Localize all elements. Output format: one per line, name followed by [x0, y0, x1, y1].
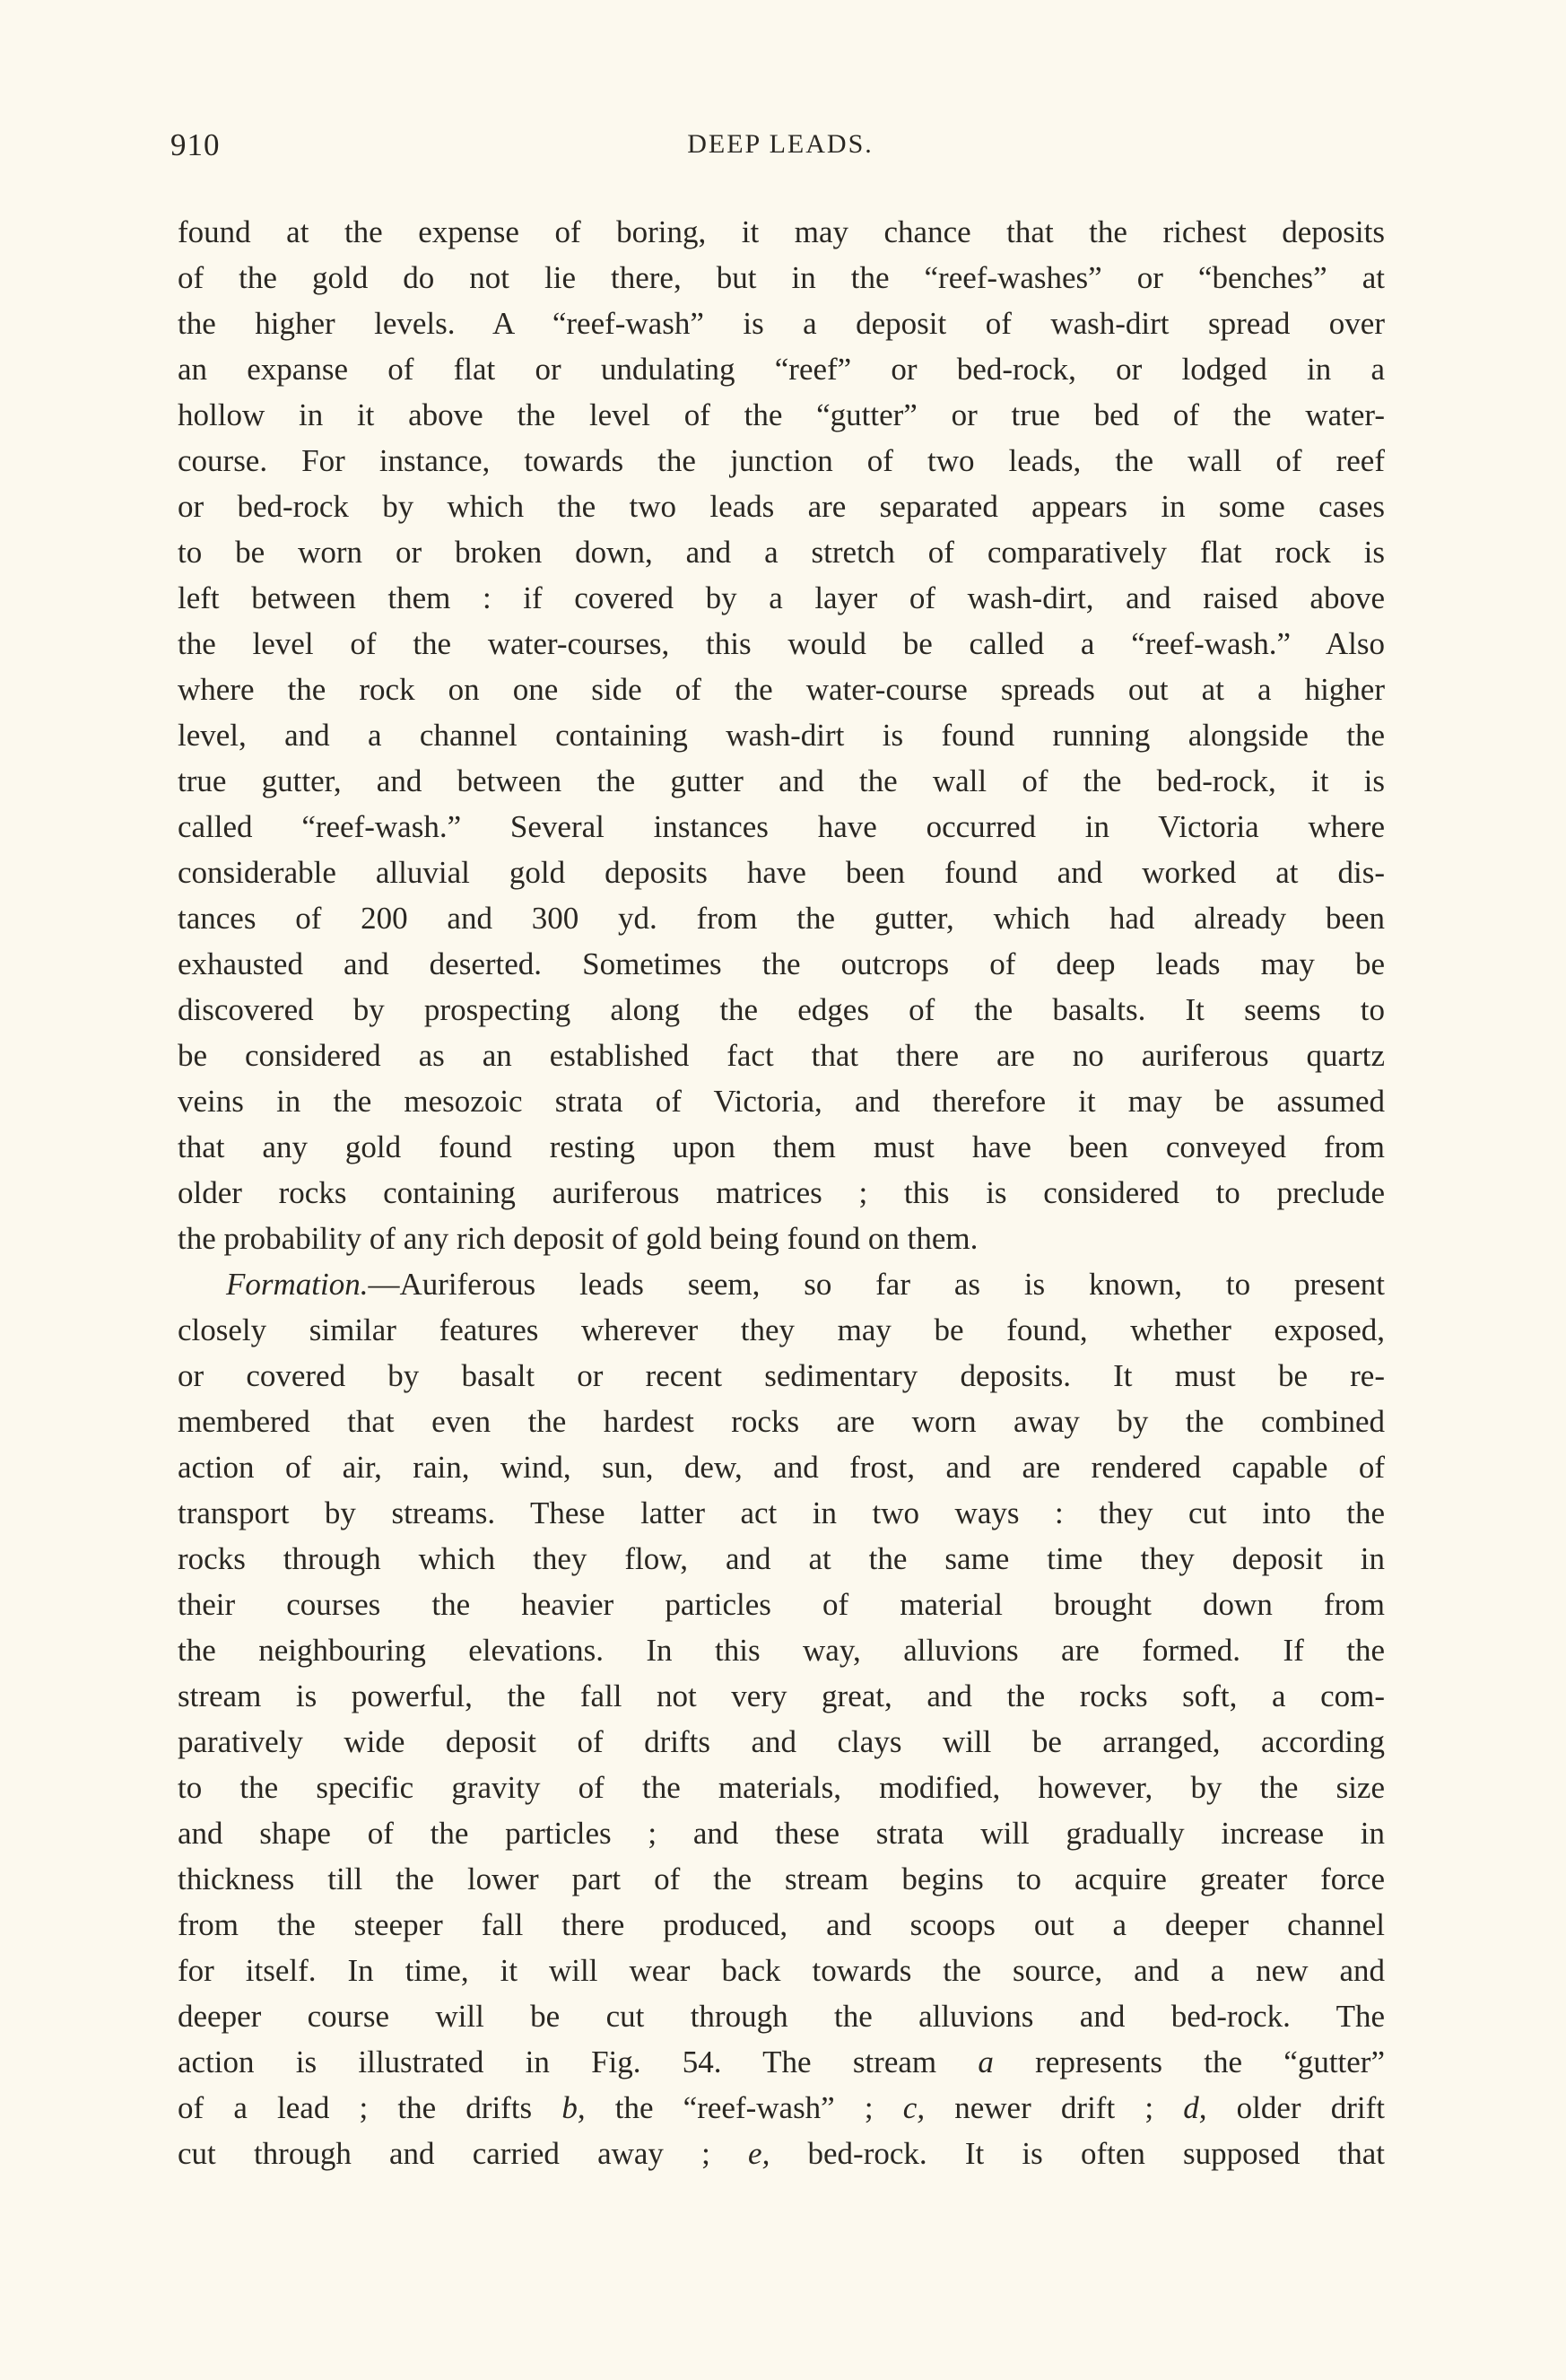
- text-line: closely similar features wherever they may be found, whether exposed,: [178, 1312, 1385, 1347]
- text-line: discovered by prospecting along the edges of the basalts. It seems to: [178, 992, 1385, 1027]
- text-line: thickness till the lower part of the stream begins to acquire greater force: [178, 1861, 1385, 1896]
- fig-line-text-a: action is illustrated in Fig. 54. The stream: [178, 2044, 979, 2079]
- text-line: an expanse of flat or undulating “reef” or bed-rock, or lodged in a: [178, 352, 1385, 387]
- running-head: [170, 127, 1390, 172]
- text-line: level, and a channel containing wash-dirt is found running alongside the: [178, 718, 1385, 753]
- label-c: c,: [902, 2090, 926, 2125]
- text-line: deeper course will be cut through the alluvions and bed-rock. The: [178, 1999, 1385, 2034]
- running-title: DEEP LEADS.: [687, 129, 874, 159]
- text-line: from the steeper fall there produced, and scoops out a deeper channel: [178, 1907, 1385, 1942]
- drifts-line-text-b: the “reef-wash” ;: [585, 2090, 903, 2125]
- text-line: veins in the mesozoic strata of Victoria, and therefore it may be assumed: [178, 1084, 1385, 1119]
- paragraph-last-line: the probability of any rich deposit of gold being found on them.: [178, 1221, 979, 1256]
- text-line: called “reef-wash.” Several instances have occurred in Victoria where: [178, 809, 1385, 844]
- text-line: considerable alluvial gold deposits have been found and worked at dis-: [178, 855, 1385, 890]
- formation-heading: Formation.: [226, 1267, 369, 1302]
- label-e: e,: [748, 2136, 770, 2171]
- body-text: [178, 209, 1385, 2176]
- text-line: and shape of the particles ; and these strata will gradually increase in: [178, 1816, 1385, 1851]
- formation-paragraph-start: [178, 1261, 1385, 1307]
- label-d: d,: [1183, 2090, 1207, 2125]
- fig-line-text-b: represents the “gutter”: [993, 2044, 1385, 2079]
- text-line: tances of 200 and 300 yd. from the gutter, which had already been: [178, 901, 1385, 936]
- text-line: be considered as an established fact that there are no auriferous quartz: [178, 1038, 1385, 1073]
- text-line: hollow in it above the level of the “gutter” or true bed of the water-: [178, 397, 1385, 432]
- fig-reference-line: [178, 2039, 1385, 2085]
- text-line: transport by streams. These latter act in two ways : they cut into the: [178, 1495, 1385, 1530]
- label-b: b,: [561, 2090, 586, 2125]
- drifts-line: [178, 2085, 1385, 2131]
- formation-first-line-text: —Auriferous leads seem, so far as is known, to present: [368, 1267, 1385, 1302]
- text-line: course. For instance, towards the junction of two leads, the wall of reef: [178, 443, 1385, 478]
- text-line: their courses the heavier particles of material brought down from: [178, 1587, 1385, 1622]
- text-line: for itself. In time, it will wear back towards the source, and a new and: [178, 1953, 1385, 1988]
- page-number: 910: [170, 127, 221, 162]
- text-line: exhausted and deserted. Sometimes the outcrops of deep leads may be: [178, 946, 1385, 981]
- text-line: where the rock on one side of the water-course spreads out at a higher: [178, 672, 1385, 707]
- text-line: membered that even the hardest rocks are worn away by the combined: [178, 1404, 1385, 1439]
- bedrock-line-text-b: bed-rock. It is often supposed that: [770, 2136, 1385, 2171]
- text-line: to the specific gravity of the materials, modified, however, by the size: [178, 1770, 1385, 1805]
- text-line: older rocks containing auriferous matrices ; this is considered to preclude: [178, 1175, 1385, 1210]
- text-line: the neighbouring elevations. In this way, alluvions are formed. If the: [178, 1633, 1385, 1668]
- text-line: of the gold do not lie there, but in the “reef-washes” or “benches” at: [178, 260, 1385, 295]
- text-line: left between them : if covered by a layer of wash-dirt, and raised above: [178, 580, 1385, 615]
- bedrock-line-text-a: cut through and carried away ;: [178, 2136, 749, 2171]
- bedrock-line: [178, 2131, 1385, 2176]
- text-line: that any gold found resting upon them must have been conveyed from: [178, 1129, 1385, 1164]
- text-line: rocks through which they flow, and at the same time they deposit in: [178, 1541, 1385, 1576]
- label-a: a: [978, 2044, 994, 2079]
- drifts-line-text-d: older drift: [1206, 2090, 1385, 2125]
- drifts-line-text-c: newer drift ;: [925, 2090, 1184, 2125]
- drifts-line-text-a: of a lead ; the drifts: [178, 2090, 562, 2125]
- text-line: stream is powerful, the fall not very great, and the rocks soft, a com-: [178, 1678, 1385, 1713]
- text-line: the level of the water-courses, this would be called a “reef-wash.” Also: [178, 626, 1385, 661]
- text-line: to be worn or broken down, and a stretch of comparatively flat rock is: [178, 535, 1385, 570]
- text-line: action of air, rain, wind, sun, dew, and frost, and are rendered capable of: [178, 1450, 1385, 1485]
- text-line: true gutter, and between the gutter and the wall of the bed-rock, it is: [178, 763, 1385, 798]
- text-line: found at the expense of boring, it may chance that the richest deposits: [178, 214, 1385, 249]
- text-line: or bed-rock by which the two leads are separated appears in some cases: [178, 489, 1385, 524]
- text-line: the higher levels. A “reef-wash” is a deposit of wash-dirt spread over: [178, 306, 1385, 341]
- text-line: or covered by basalt or recent sedimentary deposits. It must be re-: [178, 1358, 1385, 1393]
- text-line: paratively wide deposit of drifts and clays will be arranged, according: [178, 1724, 1385, 1759]
